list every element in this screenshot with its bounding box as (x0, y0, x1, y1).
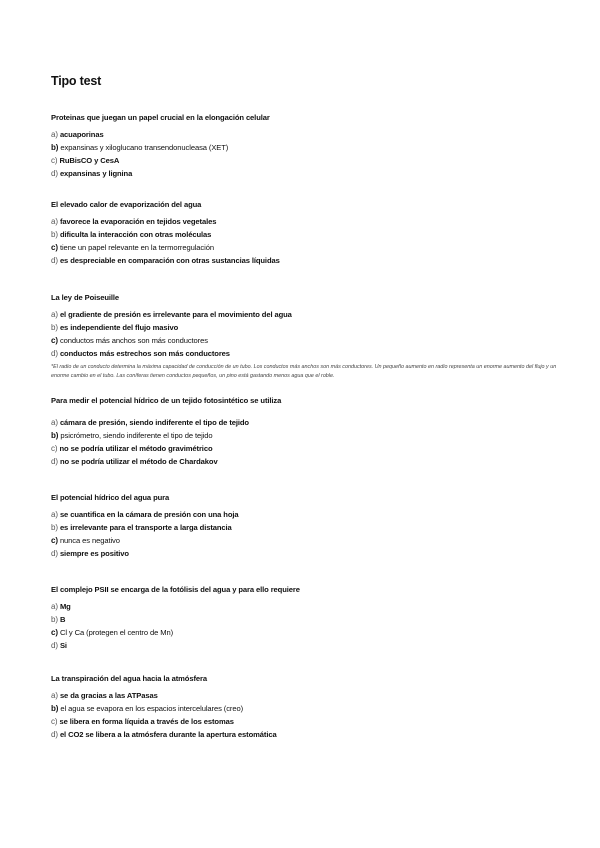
option-b-correct: b) expansinas y xiloglucano transendonucleasa (XET) (51, 143, 229, 152)
option-a: a) Mg (51, 602, 71, 611)
option-d: d) conductos más estrechos son más conductores (51, 349, 230, 358)
option-c: c) RuBisCO y CesA (51, 156, 120, 165)
option-b: b) es independiente del flujo masivo (51, 323, 179, 332)
option-a: a) el gradiente de presión es irrelevante para el movimiento del agua (51, 310, 292, 319)
explanation-note: *El radio de un conducto determina la máxima capacidad de conducción de un tubo. Los conductos más anchos son más conductores. Un pequeño aumento en radio representa un enorme aumento del flujo y un enorme cambio en el tubo. Las coníferas tienen conductos pequeños, un pino está gastando menos agua que el roble. (51, 364, 557, 379)
option-a: a) cámara de presión, siendo indiferente el tipo de tejido (51, 418, 249, 427)
question-2 (51, 200, 561, 267)
question-prompt: El potencial hídrico del agua pura (51, 493, 170, 502)
option-c-correct: c) tiene un papel relevante en la termorregulación (51, 243, 214, 252)
option-c: c) se libera en forma líquida a través de los estomas (51, 717, 234, 726)
question-3 (51, 293, 561, 360)
option-d: d) es despreciable en comparación con otras sustancias líquidas (51, 256, 280, 265)
question-prompt: La transpiración del agua hacia la atmósfera (51, 674, 207, 683)
page-title: Tipo test (51, 74, 102, 88)
question-prompt: Para medir el potencial hídrico de un tejido fotosintético se utiliza (51, 396, 282, 405)
option-c-correct: c) nunca es negativo (51, 536, 120, 545)
option-c: c) no se podría utilizar el método gravimétrico (51, 444, 213, 453)
question-7 (51, 674, 561, 741)
option-b: b) B (51, 615, 66, 624)
question-1 (51, 113, 561, 180)
option-d: d) no se podría utilizar el método de Chardakov (51, 457, 218, 466)
option-b: b) es irrelevante para el transporte a larga distancia (51, 523, 232, 532)
question-prompt: El elevado calor de evaporización del agua (51, 200, 202, 209)
option-a: a) acuaporinas (51, 130, 104, 139)
option-b-correct: b) psicrómetro, siendo indiferente el tipo de tejido (51, 431, 213, 440)
question-6 (51, 585, 561, 652)
option-d: d) el CO2 se libera a la atmósfera durante la apertura estomática (51, 730, 277, 739)
option-a: a) se da gracias a las ATPasas (51, 691, 158, 700)
option-b: b) dificulta la interacción con otras moléculas (51, 230, 212, 239)
question-4 (51, 396, 561, 468)
option-c-correct: c) conductos más anchos son más conductores (51, 336, 208, 345)
question-prompt: Proteinas que juegan un papel crucial en la elongación celular (51, 113, 270, 122)
option-a: a) favorece la evaporación en tejidos vegetales (51, 217, 217, 226)
question-5 (51, 493, 561, 560)
question-prompt: El complejo PSII se encarga de la fotólisis del agua y para ello requiere (51, 585, 300, 594)
option-b-correct: b) el agua se evapora en los espacios intercelulares (creo) (51, 704, 244, 713)
option-d: d) siempre es positivo (51, 549, 129, 558)
option-a: a) se cuantifica en la cámara de presión con una hoja (51, 510, 239, 519)
question-prompt: La ley de Poiseuille (51, 293, 120, 302)
option-d: d) expansinas y lignina (51, 169, 133, 178)
option-c-correct: c) Cl y Ca (protegen el centro de Mn) (51, 628, 174, 637)
option-d: d) Si (51, 641, 67, 650)
